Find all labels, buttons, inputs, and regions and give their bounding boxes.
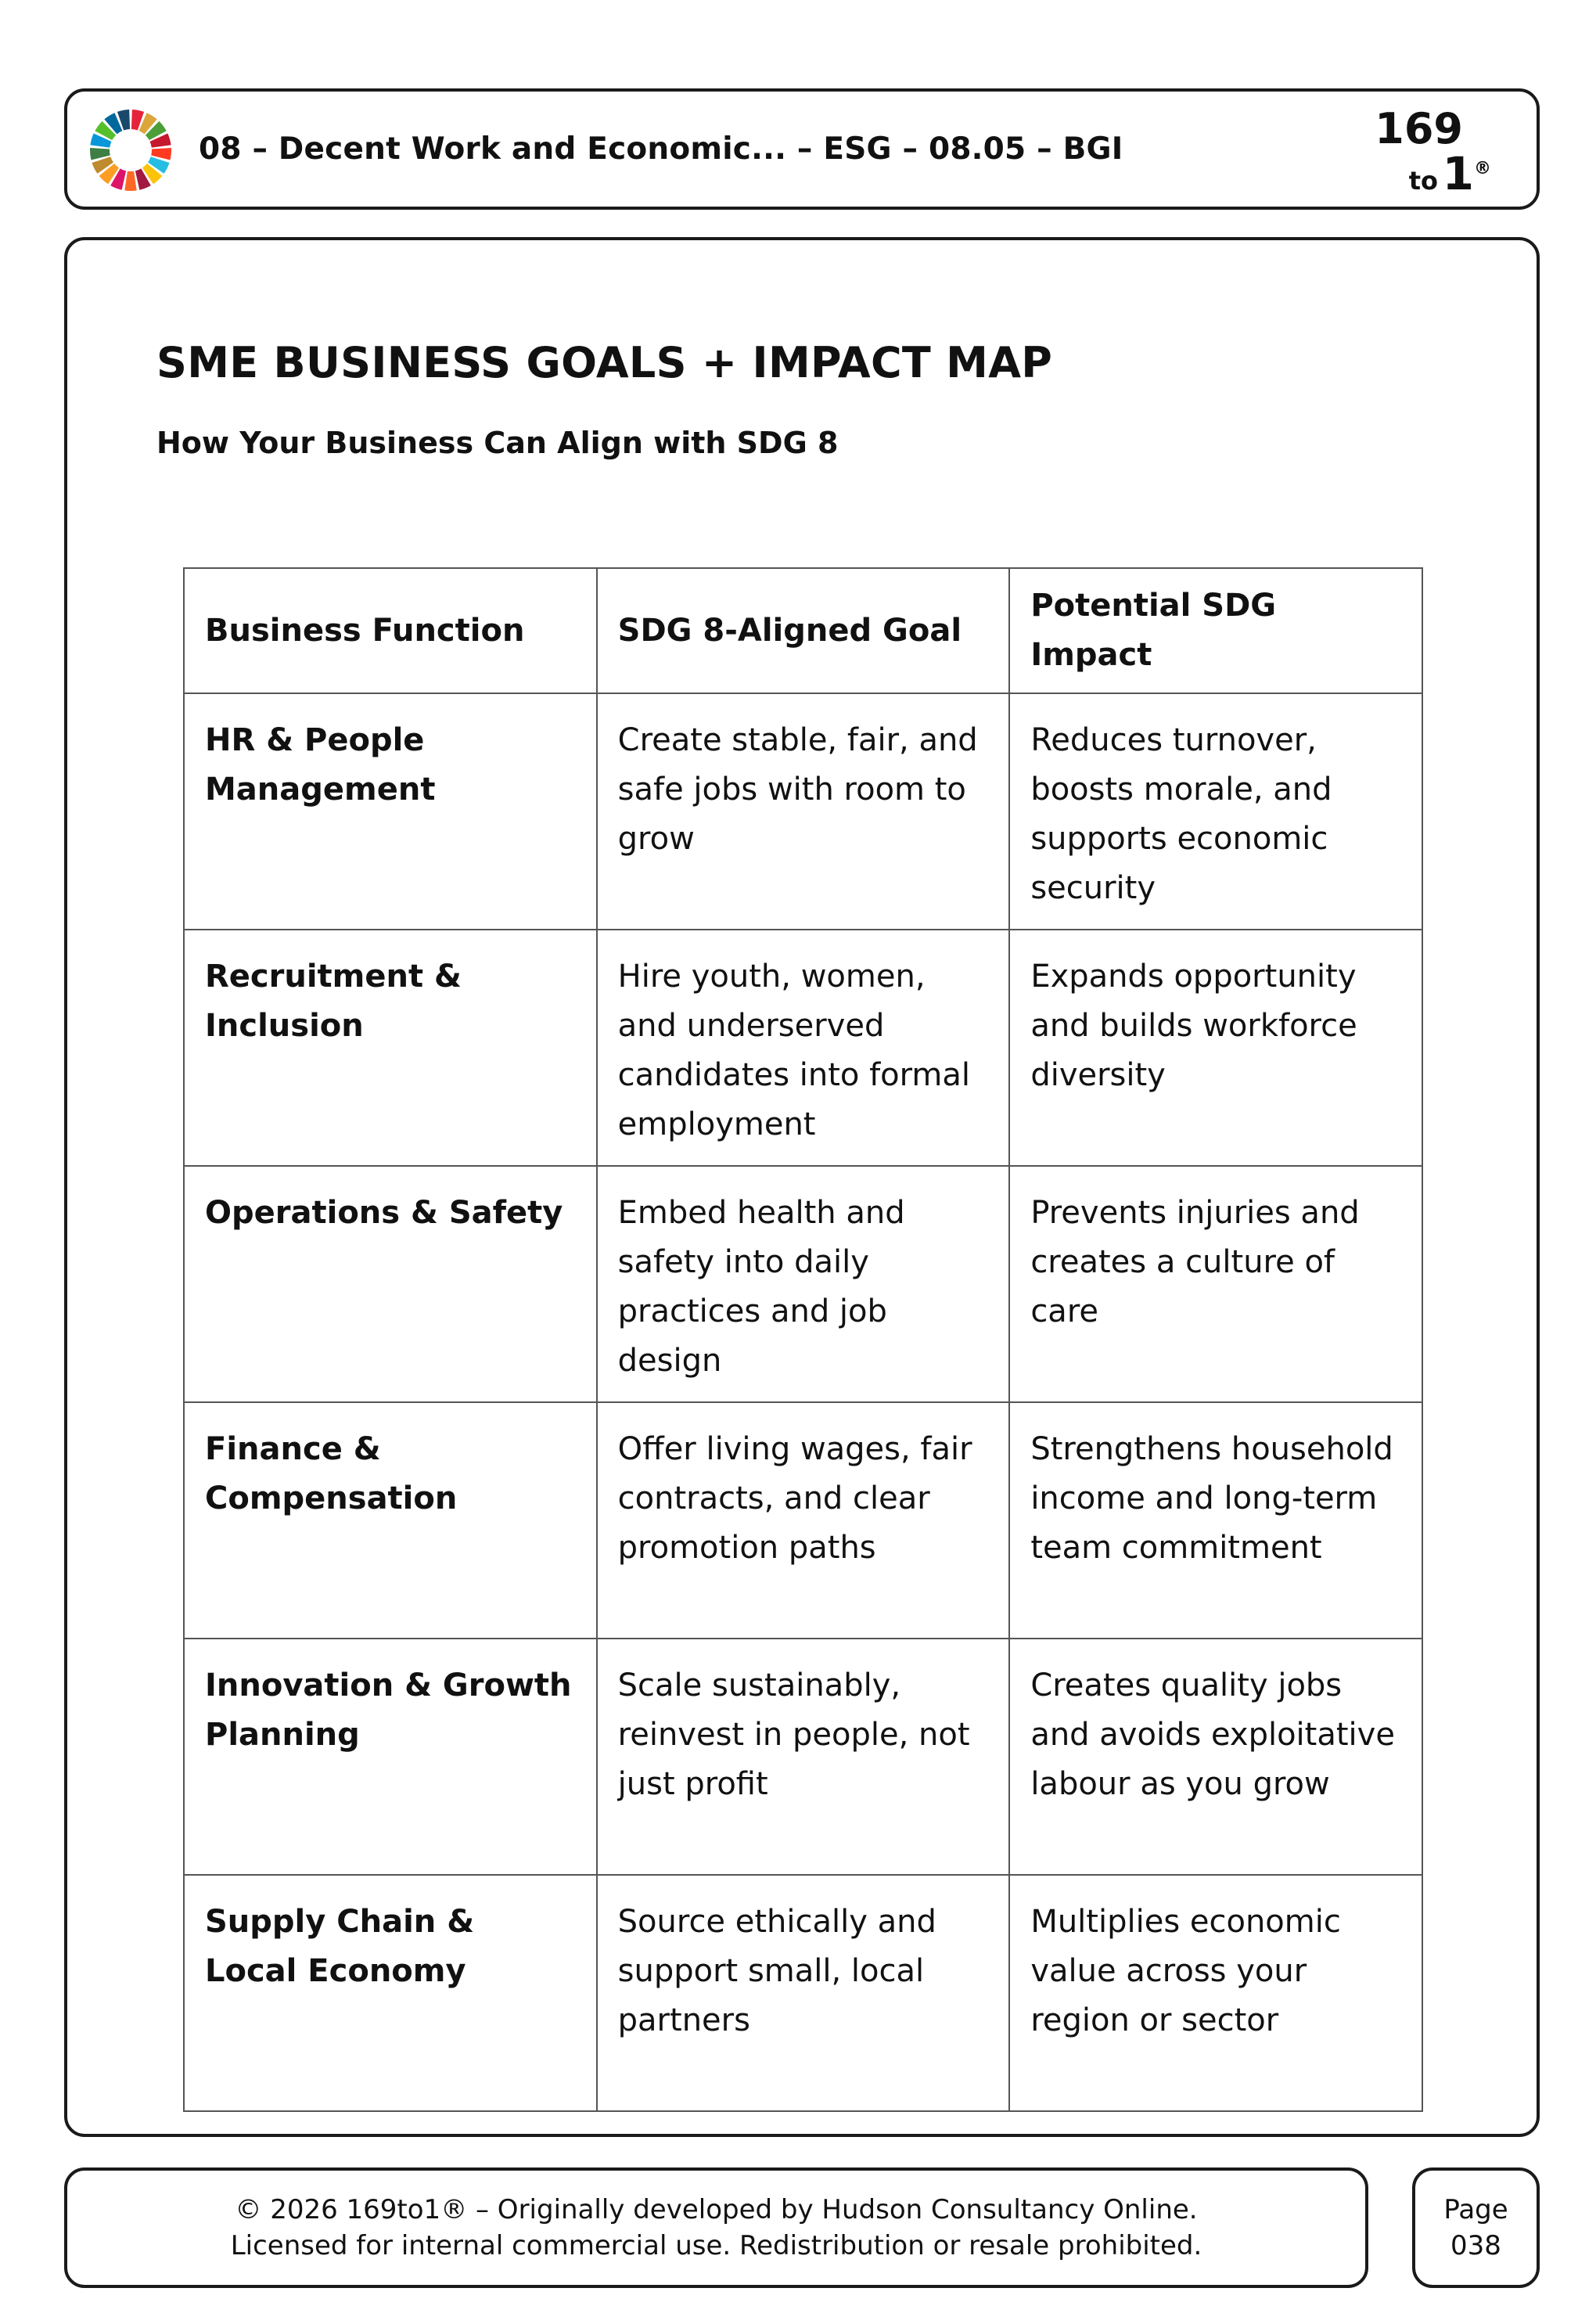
business-function-cell: Supply Chain & Local Economy <box>184 1875 597 2111</box>
sdg-impact-cell: Multiplies economic value across your region or sector <box>1009 1875 1422 2111</box>
table-row <box>184 693 1422 930</box>
brand-number: 169 <box>1375 104 1463 153</box>
sdg-impact-cell: Reduces turnover, boosts morale, and supports economic security <box>1009 693 1422 930</box>
column-header-sdg-goal: SDG 8-Aligned Goal <box>597 568 1010 693</box>
table-row <box>184 1639 1422 1875</box>
table-row <box>184 1875 1422 2111</box>
sdg-impact-cell: Prevents injuries and creates a culture of care <box>1009 1166 1422 1402</box>
page-label: Page <box>1443 2194 1508 2225</box>
sdg-wheel-segment <box>124 171 137 191</box>
sdg-goal-cell: Embed health and safety into daily practices and job design <box>597 1166 1010 1402</box>
table-row <box>184 1402 1422 1639</box>
sdg-goal-cell: Offer living wages, fair contracts, and clear promotion paths <box>597 1402 1010 1639</box>
business-function-cell: HR & People Management <box>184 693 597 930</box>
impact-table <box>183 567 1423 2112</box>
page-number-box <box>1412 2167 1540 2288</box>
sdg-impact-cell: Creates quality jobs and avoids exploitative labour as you grow <box>1009 1639 1422 1875</box>
sdg-goal-cell: Hire youth, women, and underserved candidates into formal employment <box>597 930 1010 1166</box>
sdg-goal-cell: Scale sustainably, reinvest in people, not just profit <box>597 1639 1010 1875</box>
column-header-sdg-impact: Potential SDG Impact <box>1009 568 1422 693</box>
page-footer <box>64 2167 1368 2288</box>
sdg-color-wheel-icon <box>88 107 174 193</box>
business-function-cell: Recruitment & Inclusion <box>184 930 597 1166</box>
page-title: SME BUSINESS GOALS + IMPACT MAP <box>156 338 1053 387</box>
page-subtitle: How Your Business Can Align with SDG 8 <box>156 426 839 460</box>
brand-to: to <box>1408 166 1438 196</box>
main-panel <box>64 237 1540 2137</box>
table-row <box>184 1166 1422 1402</box>
page-number: 038 <box>1450 2230 1501 2261</box>
sdg-goal-cell: Source ethically and support small, local partners <box>597 1875 1010 2111</box>
column-header-business-function: Business Function <box>184 568 597 693</box>
brand-logo <box>1375 99 1493 201</box>
license-line: Licensed for internal commercial use. Redistribution or resale prohibited. <box>230 2230 1202 2261</box>
sdg-goal-cell: Create stable, fair, and safe jobs with room to grow <box>597 693 1010 930</box>
business-function-cell: Finance & Compensation <box>184 1402 597 1639</box>
page-header <box>64 88 1540 210</box>
brand-registered-mark: ® <box>1474 159 1491 178</box>
table-row <box>184 930 1422 1166</box>
business-function-cell: Operations & Safety <box>184 1166 597 1402</box>
sdg-impact-cell: Strengthens household income and long-term team commitment <box>1009 1402 1422 1639</box>
sdg-impact-cell: Expands opportunity and builds workforce diversity <box>1009 930 1422 1166</box>
copyright-notice <box>67 2171 1365 2285</box>
brand-one: 1 <box>1442 147 1474 200</box>
header-title: 08 – Decent Work and Economic... – ESG – 08.05 – BGI <box>199 131 1123 167</box>
table-header-row <box>184 568 1422 693</box>
business-function-cell: Innovation & Growth Planning <box>184 1639 597 1875</box>
copyright-line: © 2026 169to1® – Originally developed by Hudson Consultancy Online. <box>235 2194 1198 2225</box>
